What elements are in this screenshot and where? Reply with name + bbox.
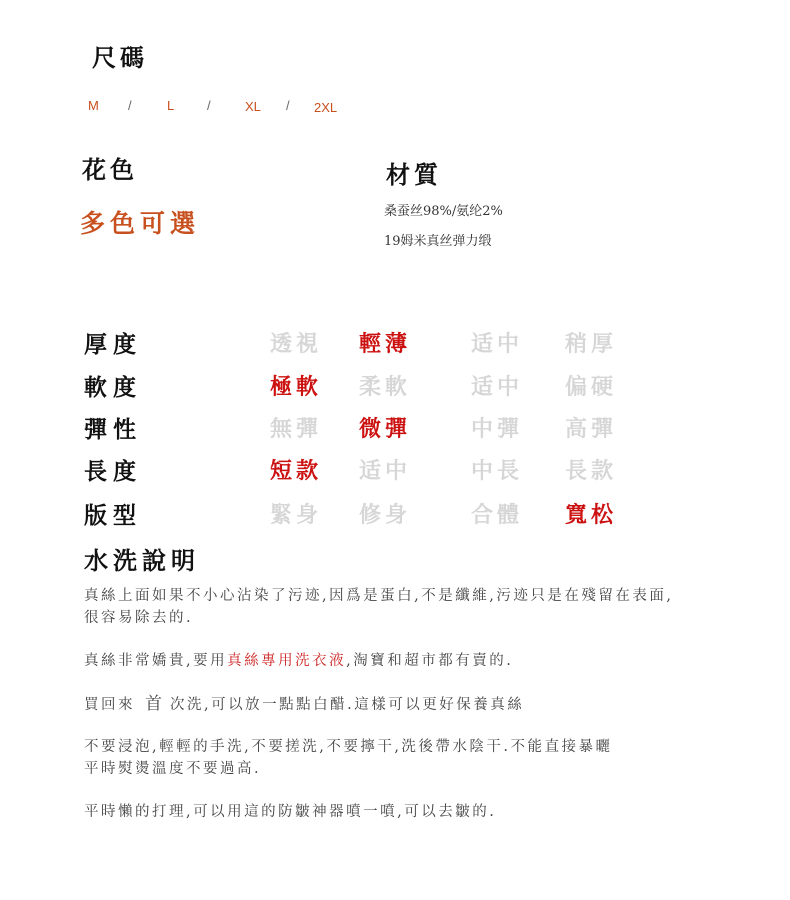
attribute-option: 柔軟 (359, 374, 412, 400)
pattern-value: 多色可選 (80, 209, 201, 238)
attribute-option-selected: 短款 (270, 458, 323, 484)
attribute-option: 透視 (270, 331, 323, 357)
size-separator: / (128, 98, 132, 113)
attribute-option: 中長 (471, 458, 524, 484)
material-fabric: 19姆米真丝弹力缎 (384, 234, 492, 249)
attribute-option: 修身 (359, 502, 412, 528)
washing-paragraph-1 (84, 585, 673, 629)
washing-p4-line1: 不要浸泡,輕輕的手洗,不要搓洗,不要擰干,洗後帶水陰干.不能直接暴曬 (84, 739, 613, 755)
attribute-label: 軟度 (84, 374, 142, 401)
attribute-option: 緊身 (270, 502, 323, 528)
washing-paragraph-3 (84, 693, 524, 716)
attribute-label: 版型 (84, 502, 142, 529)
attribute-option: 适中 (359, 458, 412, 484)
attribute-option: 偏硬 (565, 374, 618, 400)
size-option-m[interactable]: M (88, 98, 99, 113)
size-option-l[interactable]: L (167, 98, 175, 113)
attribute-option: 适中 (471, 374, 524, 400)
size-option-2xl[interactable]: 2XL (314, 100, 338, 115)
attribute-option-selected: 寬松 (565, 502, 618, 528)
attribute-label: 長度 (84, 458, 142, 485)
washing-p1-line2: 很容易除去的. (84, 610, 194, 626)
attribute-option: 合體 (471, 502, 524, 528)
washing-p2-text: 真絲非常嬌貴,要用 (84, 653, 228, 669)
attribute-option-selected: 微彈 (359, 416, 412, 442)
silk-detergent-highlight: 真絲專用洗衣液 (227, 653, 347, 669)
size-separator: / (207, 98, 211, 113)
washing-paragraph-2 (84, 650, 513, 672)
material-composition: 桑蚕丝98%/氨纶2% (384, 204, 503, 219)
size-option-xl[interactable]: XL (245, 99, 261, 114)
washing-title: 水洗說明 (84, 546, 200, 575)
material-title: 材質 (386, 160, 442, 189)
attribute-option-selected: 輕薄 (359, 331, 412, 357)
washing-paragraph-5: 平時懶的打理,可以用這的防皺神器噴一噴,可以去皺的. (84, 804, 497, 820)
attribute-option: 适中 (471, 331, 524, 357)
attribute-label: 厚度 (84, 331, 142, 358)
washing-p3-text-end: 次洗,可以放一點點白醋.這樣可以更好保養真絲 (170, 697, 525, 713)
attribute-option: 長款 (565, 458, 618, 484)
attribute-option: 高彈 (565, 416, 618, 442)
attribute-label: 彈性 (84, 416, 142, 443)
washing-p3-text: 買回來 (84, 697, 135, 713)
washing-p3-first: 首 (145, 694, 162, 714)
attribute-option: 稍厚 (565, 331, 618, 357)
attribute-option: 無彈 (270, 416, 323, 442)
size-title: 尺碼 (92, 43, 148, 72)
washing-p2-text-end: ,淘寶和超市都有賣的. (346, 653, 514, 669)
washing-p4-line2: 平時熨燙溫度不要過高. (84, 761, 262, 777)
attribute-option: 中彈 (471, 416, 524, 442)
size-separator: / (286, 98, 290, 113)
washing-paragraph-4 (84, 736, 613, 780)
washing-p1-line1: 真絲上面如果不小心沾染了污迹,因爲是蛋白,不是纖維,污迹只是在殘留在表面, (84, 588, 674, 604)
attribute-option-selected: 極軟 (270, 374, 323, 400)
pattern-title: 花色 (82, 155, 138, 184)
